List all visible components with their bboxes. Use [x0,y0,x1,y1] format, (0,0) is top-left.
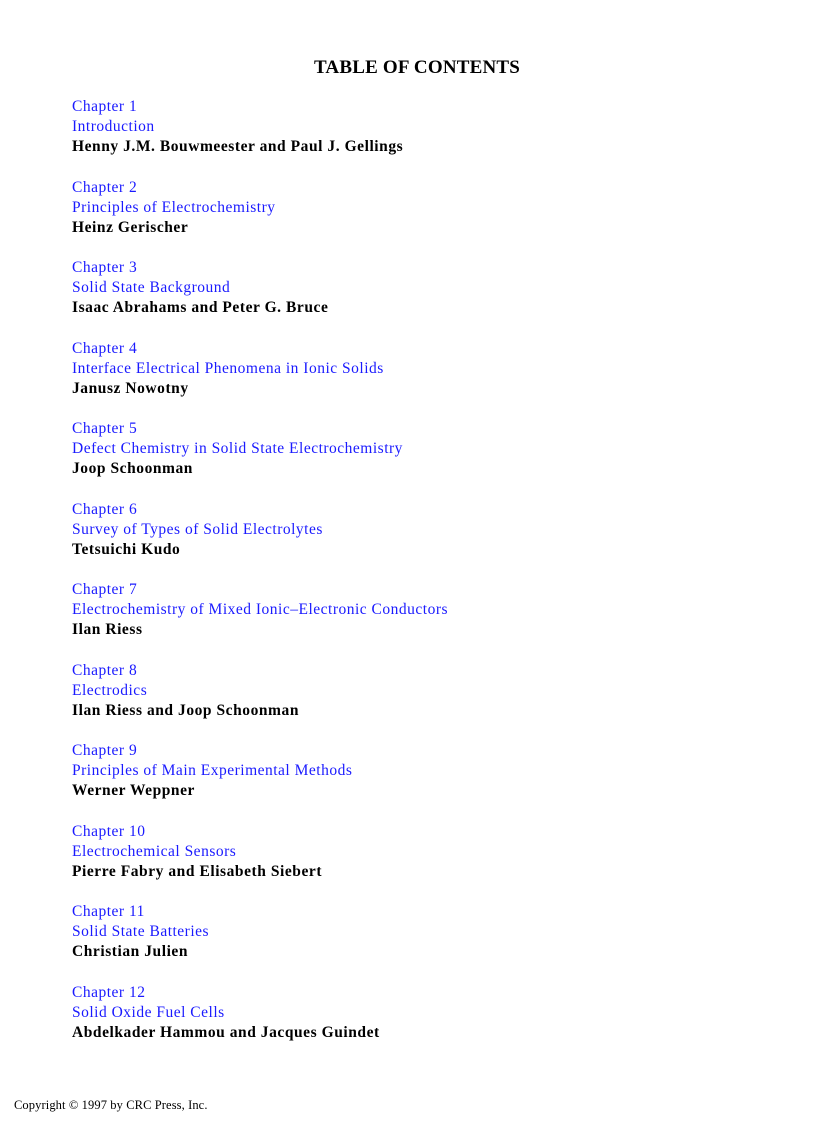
chapter-title-link[interactable]: Principles of Electrochemistry [72,198,276,216]
toc-entry-11 [72,902,448,983]
chapter-title-link[interactable]: Solid State Background [72,279,231,297]
chapter-authors: Pierre Fabry and Elisabeth Siebert [72,862,323,880]
chapter-title-link[interactable]: Interface Electrical Phenomena in Ionic Solids [72,359,384,377]
chapter-authors: Henny J.M. Bouwmeester and Paul J. Gellings [72,138,404,156]
chapter-title-link[interactable]: Electrochemistry of Mixed Ionic–Electronic Conductors [72,601,449,619]
toc-entry-6 [72,500,448,581]
chapter-title-link[interactable]: Defect Chemistry in Solid State Electrochemistry [72,440,403,458]
chapter-authors: Christian Julien [72,943,189,961]
toc-entry-8 [72,661,448,742]
chapter-number-link[interactable]: Chapter 7 [72,581,138,598]
chapter-authors: Janusz Nowotny [72,379,189,397]
toc-entry-4 [72,339,448,420]
chapter-title-link[interactable]: Electrochemical Sensors [72,842,237,860]
chapter-number-link[interactable]: Chapter 12 [72,983,146,1001]
toc-entry-7 [72,580,448,661]
chapter-title-link[interactable]: Introduction [72,118,155,136]
chapter-title-link[interactable]: Solid Oxide Fuel Cells [72,1003,225,1021]
table-of-contents [72,97,448,1063]
chapter-authors: Isaac Abrahams and Peter G. Bruce [72,299,329,317]
chapter-number-link[interactable]: Chapter 8 [72,661,138,679]
chapter-authors: Abdelkader Hammou and Jacques Guindet [72,1023,380,1041]
chapter-authors: Ilan Riess [72,621,143,639]
chapter-number-link[interactable]: Chapter 5 [72,420,138,437]
chapter-number-link[interactable]: Chapter 10 [72,822,146,840]
chapter-authors: Werner Weppner [72,782,195,800]
chapter-number-link[interactable]: Chapter 6 [72,500,138,518]
chapter-authors: Heinz Gerischer [72,218,189,236]
chapter-number-link[interactable]: Chapter 9 [72,742,138,759]
chapter-number-link[interactable]: Chapter 3 [72,259,138,276]
chapter-number-link[interactable]: Chapter 1 [72,98,138,115]
chapter-number-link[interactable]: Chapter 11 [72,903,145,920]
chapter-title-link[interactable]: Solid State Batteries [72,923,210,941]
chapter-authors: Joop Schoonman [72,460,193,478]
chapter-authors: Tetsuichi Kudo [72,540,181,558]
toc-entry-5 [72,419,448,500]
toc-entry-10 [72,822,448,903]
toc-entry-1 [72,97,448,178]
chapter-title-link[interactable]: Survey of Types of Solid Electrolytes [72,520,323,538]
chapter-authors: Ilan Riess and Joop Schoonman [72,701,299,719]
toc-entry-9 [72,741,448,822]
toc-entry-12 [72,983,448,1064]
copyright-footer: Copyright © 1997 by CRC Press, Inc. [14,1098,208,1112]
toc-entry-2 [72,178,448,259]
page-title: TABLE OF CONTENTS [313,57,521,78]
chapter-number-link[interactable]: Chapter 4 [72,339,138,357]
toc-entry-3 [72,258,448,339]
chapter-title-link[interactable]: Electrodics [72,681,148,699]
chapter-title-link[interactable]: Principles of Main Experimental Methods [72,762,353,780]
chapter-number-link[interactable]: Chapter 2 [72,178,138,196]
